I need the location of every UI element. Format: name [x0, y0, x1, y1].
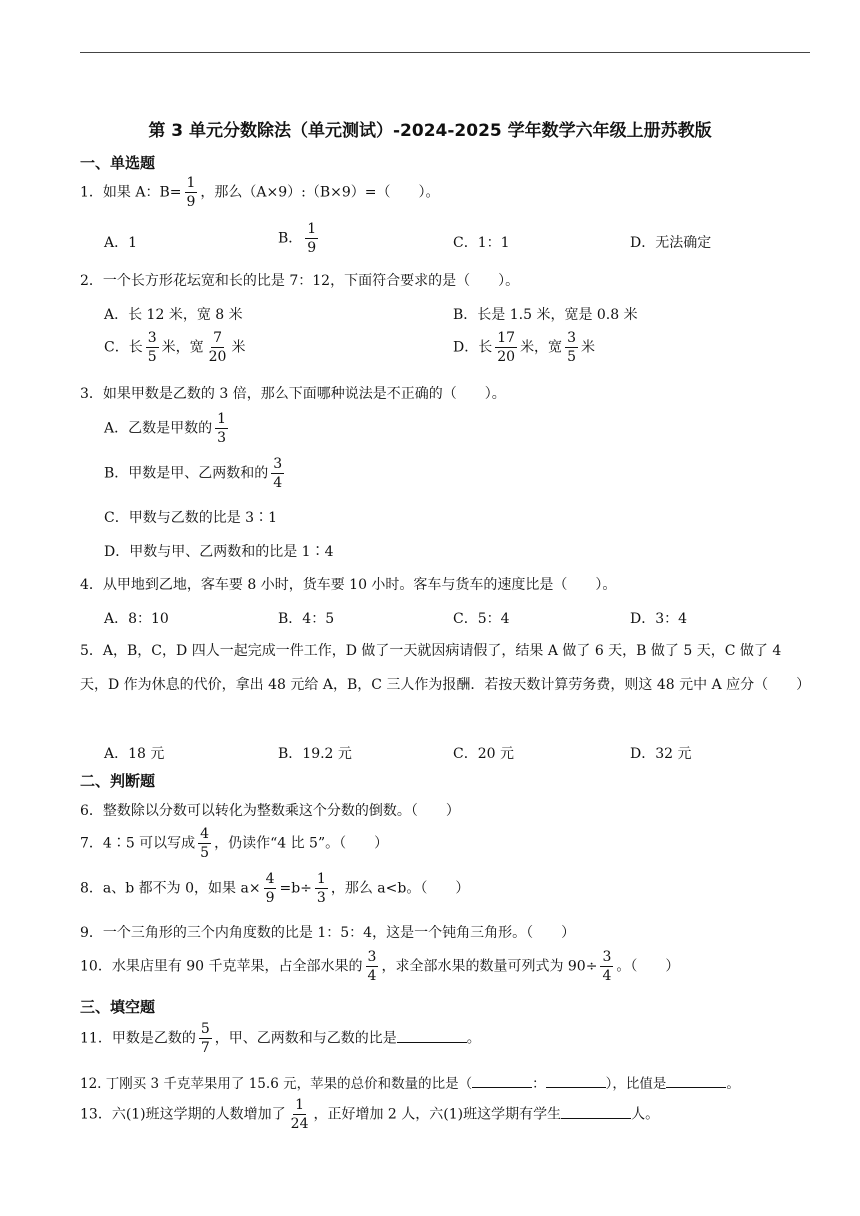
question-3: 3．如果甲数是乙数的 3 倍，那么下面哪种说法是不正确的（ ）。 [80, 386, 506, 402]
question-11: 11．甲数是乙数的 $\frac{5}{7}$ ，甲、乙两数和与乙数的比是 。 [80, 1021, 481, 1056]
q3-option-b[interactable]: B．甲数是甲、乙两数和的 $\frac{3}{4}$ [104, 456, 283, 491]
q2-option-a[interactable]: A．长 12 米，宽 8 米 [104, 307, 243, 323]
q5-option-b[interactable]: B．19.2 元 [278, 746, 352, 762]
q2-option-b[interactable]: B．长是 1.5 米，宽是 0.8 米 [453, 307, 638, 323]
question-13: 13．六(1)班这学期的人数增加了 $\frac{1}{24}$ ，正好增加 2 人，六(1)班这学期有学生 人。 [80, 1097, 660, 1132]
fraction: $\frac{3}{4}$ [273, 456, 283, 491]
answer-blank[interactable] [472, 1075, 532, 1088]
q4-option-b[interactable]: B．4：5 [278, 611, 335, 627]
q1-option-d[interactable]: D．无法确定 [630, 235, 712, 251]
fraction: $\frac{3}{4}$ [367, 949, 377, 984]
fraction: $\frac{1}{3}$ [217, 411, 227, 446]
q1-option-c[interactable]: C．1：1 [453, 235, 510, 251]
q5-option-a[interactable]: A．18 元 [104, 746, 165, 762]
fraction: $\frac{1}{9}$ [307, 221, 317, 256]
fraction: $\frac{5}{7}$ [200, 1021, 210, 1056]
fraction: $\frac{4}{5}$ [200, 826, 210, 861]
section-heading-true-false: 二、判断题 [80, 772, 156, 790]
q3-option-a[interactable]: A．乙数是甲数的 $\frac{1}{3}$ [104, 411, 227, 446]
answer-blank[interactable] [546, 1075, 606, 1088]
fraction: $\frac{1}{3}$ [316, 871, 326, 906]
q1-option-a[interactable]: A．1 [104, 235, 138, 251]
fraction: $\frac{3}{4}$ [602, 949, 612, 984]
page-title: 第 3 单元分数除法（单元测试）-2024-2025 学年数学六年级上册苏教版 [148, 121, 712, 141]
fraction: $\frac{7}{20}$ [208, 330, 227, 365]
q4-option-a[interactable]: A．8：10 [104, 611, 169, 627]
section-heading-fill-blank: 三、填空题 [80, 998, 156, 1016]
question-6: 6．整数除以分数可以转化为整数乘这个分数的倒数。（ ） [80, 803, 460, 819]
q5-option-c[interactable]: C．20 元 [453, 746, 514, 762]
q5-option-d[interactable]: D．32 元 [630, 746, 692, 762]
question-10: 10．水果店里有 90 千克苹果，占全部水果的 $\frac{3}{4}$ ，求全部水果的数量可列式为 90÷ $\frac{3}{4}$ 。（ ） [80, 949, 680, 984]
q4-option-c[interactable]: C．5：4 [453, 611, 510, 627]
question-12: 12. 丁刚买 3 千克苹果用了 15.6 元，苹果的总价和数量的比是（ ： ），比值是 。 [80, 1076, 740, 1092]
question-2: 2．一个长方形花坛宽和长的比是 7：12，下面符合要求的是（ ）。 [80, 273, 520, 289]
q2-option-c[interactable]: C．长 $\frac{3}{5}$ 米，宽 $\frac{7}{20}$ 米 [104, 330, 246, 365]
answer-blank[interactable] [561, 1106, 631, 1119]
question-5: 5．A，B，C，D 四人一起完成一件工作，D 做了一天就因病请假了，结果 A 做了 6 天，B 做了 5 天，C 做了 4 天，D 作为休息的代价，拿出 48 元给 A，B，C 三人作为报酬．若按天数计算劳务费，则这 48 元中 A 应分（ ） [80, 643, 811, 693]
q1-option-b[interactable]: B． $\frac{1}{9}$ [278, 221, 317, 256]
header-rule [80, 52, 810, 53]
q4-option-d[interactable]: D．3：4 [630, 611, 688, 627]
fraction: $\frac{1}{24}$ [290, 1097, 309, 1132]
question-7: 7．4∶5 可以写成 $\frac{4}{5}$ ，仍读作“4 比 5”。（ ） [80, 826, 389, 861]
fraction: $\frac{3}{5}$ [147, 330, 157, 365]
fraction: $\frac{3}{5}$ [567, 330, 576, 365]
question-4: 4．从甲地到乙地，客车要 8 小时，货车要 10 小时。客车与货车的速度比是（ ）。 [80, 577, 617, 593]
fraction: $\frac{1}{9}$ [186, 175, 196, 210]
q3-option-d[interactable]: D．甲数与甲、乙两数和的比是 1∶4 [104, 544, 334, 560]
section-heading-single-choice: 一、单选题 [80, 154, 156, 172]
question-9: 9．一个三角形的三个内角度数的比是 1：5：4，这是一个钝角三角形。（ ） [80, 925, 576, 941]
answer-blank[interactable] [666, 1075, 726, 1088]
fraction: $\frac{4}{9}$ [265, 871, 275, 906]
question-8: 8．a、b 都不为 0，如果 a× $\frac{4}{9}$ =b÷ $\frac{1}{3}$ ，那么 a<b。（ ） [80, 871, 470, 906]
q3-option-c[interactable]: C．甲数与乙数的比是 3∶1 [104, 510, 277, 526]
fraction: $\frac{17}{20}$ [497, 330, 516, 365]
question-1: 1．如果 A：B= $\frac{1}{9}$ ，那么（A×9）:（B×9）=（ ）。 [80, 175, 440, 210]
answer-blank[interactable] [397, 1030, 467, 1043]
q2-option-d[interactable]: D．长 $\frac{17}{20}$ 米，宽 $\frac{3}{5}$ 米 [453, 330, 595, 365]
